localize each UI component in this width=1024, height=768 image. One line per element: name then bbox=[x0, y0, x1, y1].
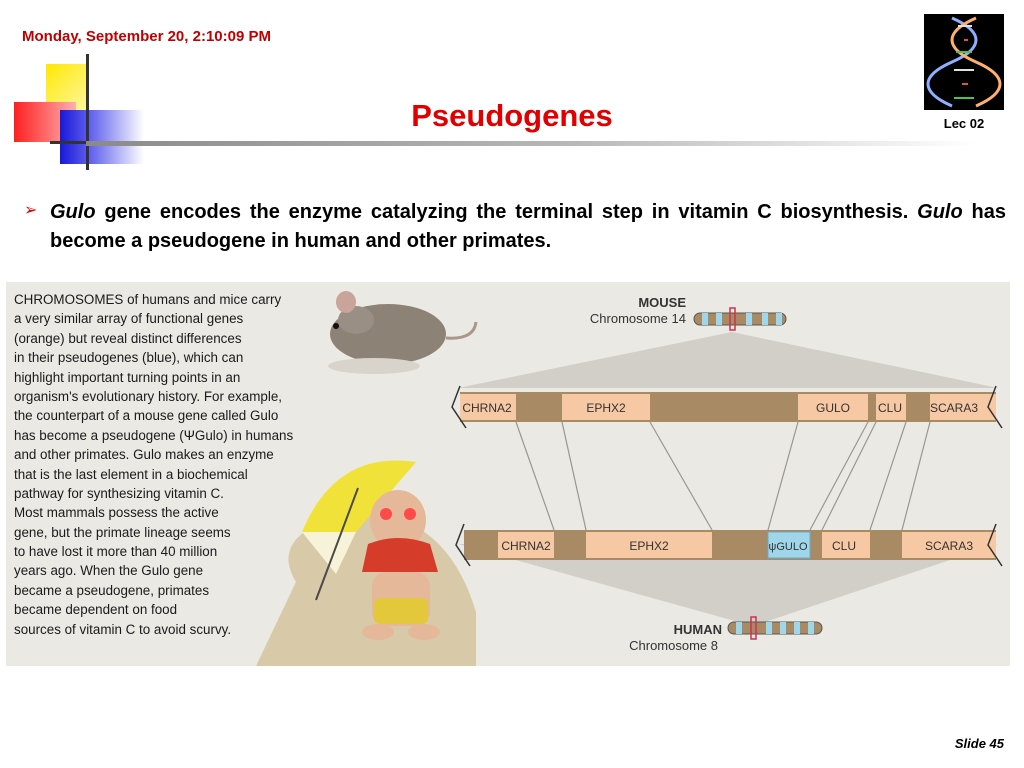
bullet-text-part-2: has become a pseudogene in human and other primates. bbox=[50, 201, 1006, 252]
human-chromosome-label: Chromosome 8 bbox=[629, 638, 718, 653]
caption-line: highlight important turning points in an bbox=[14, 369, 241, 385]
gulo-emphasis: Gulo bbox=[917, 201, 963, 223]
caption-line: sources of vitamin C to avoid scurvy. bbox=[14, 621, 232, 637]
chromosome-diagram bbox=[6, 282, 1010, 666]
gulo-emphasis: Gulo bbox=[50, 201, 96, 223]
human-label: HUMAN bbox=[673, 622, 722, 637]
caption-line: CHROMOSOMES of humans and mice carry bbox=[14, 292, 282, 307]
caption-line: became dependent on food bbox=[14, 602, 178, 618]
decor-horizontal-line bbox=[50, 141, 90, 144]
mouse-gene-scara3: SCARA3 bbox=[929, 401, 979, 415]
caption-line: has become a pseudogene (ΨGulo) in humans bbox=[14, 427, 294, 443]
baby-with-umbrella-photo bbox=[256, 460, 476, 666]
caption-line: the counterpart of a mouse gene called Gulo bbox=[14, 408, 279, 424]
mouse-gene-clu: CLU bbox=[877, 401, 903, 415]
caption-line: (orange) but reveal distinct differences bbox=[14, 330, 242, 346]
bullet-text-part-1: gene encodes the enzyme catalyzing the terminal step in vitamin C biosynthesis. bbox=[95, 201, 918, 223]
mouse-chromosome-icon bbox=[694, 308, 786, 330]
mouse-gene-gulo: GULO bbox=[815, 401, 851, 415]
caption-line: years ago. When the Gulo gene bbox=[14, 563, 204, 579]
human-gene-chrna2: CHRNA2 bbox=[501, 539, 551, 553]
caption-line: organism's evolutionary history. For example, bbox=[14, 388, 282, 404]
caption-line: pathway for synthesizing vitamin C. bbox=[14, 485, 224, 501]
date-time: Monday, September 20, 2:10:09 PM bbox=[22, 28, 271, 45]
mouse-label: MOUSE bbox=[638, 295, 686, 310]
caption-line: a very similar array of functional genes bbox=[14, 311, 244, 327]
mouse-chromosome-label: Chromosome 14 bbox=[589, 311, 686, 326]
human-gene-scara3: SCARA3 bbox=[924, 539, 974, 553]
title-rule bbox=[86, 141, 976, 146]
mouse-zoom-wedge bbox=[458, 332, 998, 388]
chromosome-figure bbox=[6, 282, 1010, 666]
human-pseudogene-gulo: ψGULO bbox=[768, 541, 808, 553]
lecture-label: Lec 02 bbox=[943, 116, 985, 131]
caption-line: to have lost it more than 40 million bbox=[14, 544, 218, 560]
caption-line: and other primates. Gulo makes an enzyme bbox=[14, 447, 274, 463]
bullet-text bbox=[50, 198, 1006, 256]
dna-double-helix-image bbox=[924, 14, 1004, 110]
arrow-bullet-icon: ➢ bbox=[24, 202, 38, 219]
mouse-chromosome-bar bbox=[452, 386, 1002, 428]
gene-connectors bbox=[516, 422, 930, 530]
caption-line: gene, but the primate lineage seems bbox=[14, 524, 231, 540]
caption-line: that is the last element in a biochemical bbox=[14, 466, 248, 482]
slide-number: Slide 45 bbox=[954, 736, 1004, 751]
mouse-gene-chrna2: CHRNA2 bbox=[462, 401, 512, 415]
slide-title: Pseudogenes bbox=[411, 98, 613, 133]
mouse-photo bbox=[328, 291, 476, 374]
human-gene-clu: CLU bbox=[831, 539, 857, 553]
caption-line: in their pseudogenes (blue), which can bbox=[14, 350, 244, 366]
caption-line: became a pseudogene, primates bbox=[14, 582, 210, 598]
caption-line: Most mammals possess the active bbox=[14, 505, 219, 521]
mouse-gene-ephx2: EPHX2 bbox=[586, 401, 626, 415]
human-gene-ephx2: EPHX2 bbox=[629, 539, 669, 553]
